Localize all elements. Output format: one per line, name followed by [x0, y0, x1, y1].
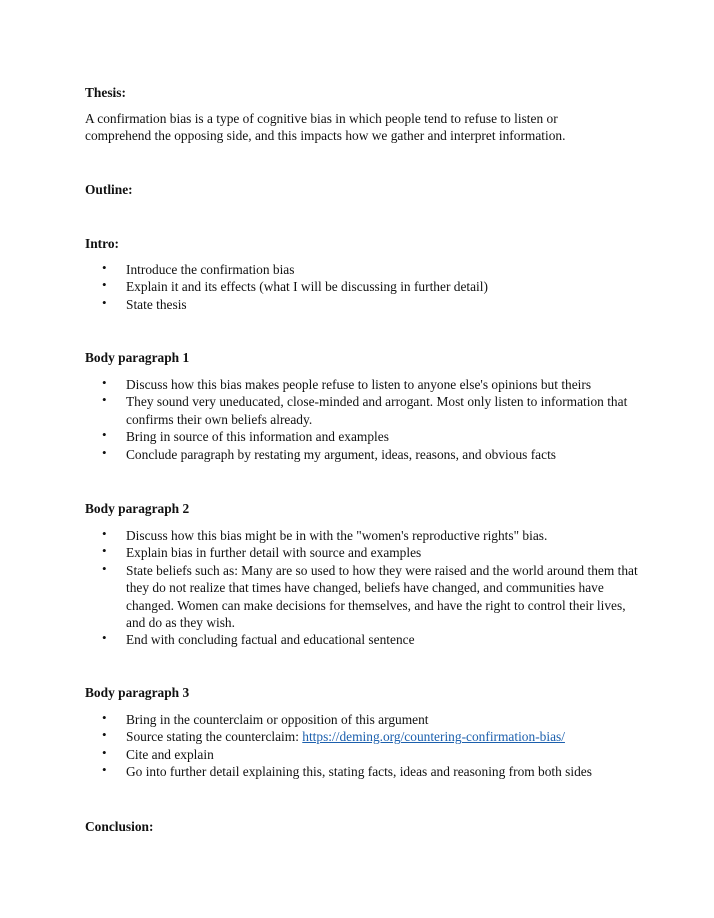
bullet-icon: • — [102, 392, 107, 408]
intro-heading: Intro: — [85, 236, 119, 251]
body2-list — [85, 527, 645, 649]
bullet-icon: • — [102, 526, 107, 541]
bullet-icon: • — [102, 543, 107, 559]
list-item: • Cite and explain — [102, 744, 214, 762]
bullet-icon: • — [102, 744, 107, 760]
bullet-icon: • — [102, 762, 107, 778]
body3-heading: Body paragraph 3 — [85, 685, 190, 700]
list-item: • Explain bias in further detail with source and examples — [102, 543, 422, 561]
bullet-icon: • — [102, 260, 107, 275]
body3-list — [85, 711, 645, 781]
bullet-icon: • — [102, 727, 107, 743]
list-item: • Bring in the counterclaim or opposition of this argument — [102, 710, 429, 727]
bullet-icon: • — [102, 375, 107, 390]
list-item: • Go into further detail explaining this, stating facts, ideas and reasoning from both sides — [102, 762, 592, 780]
list-item: • State thesis — [102, 294, 187, 312]
bullet-icon: • — [102, 277, 107, 293]
list-item: • They sound very uneducated, close-minded and arrogant. Most only listen to information that confirms their own beliefs already. — [102, 392, 628, 427]
body2-heading: Body paragraph 2 — [85, 501, 190, 516]
bullet-icon: • — [102, 710, 107, 725]
body1-heading: Body paragraph 1 — [85, 350, 190, 365]
list-item: • Conclude paragraph by restating my argument, ideas, reasons, and obvious facts — [102, 444, 556, 462]
list-item: • End with concluding factual and educational sentence — [102, 630, 415, 648]
body1-list — [85, 376, 645, 463]
bullet-icon: • — [102, 560, 107, 576]
list-item: • Discuss how this bias makes people refuse to listen to anyone else's opinions but theirs — [102, 375, 592, 392]
thesis-line-1: A confirmation bias is a type of cognitive bias in which people tend to refuse to listen or — [85, 111, 558, 126]
intro-list — [85, 261, 645, 313]
bullet-icon: • — [102, 427, 107, 443]
thesis-line-2: comprehend the opposing side, and this impacts how we gather and interpret information. — [85, 128, 566, 144]
list-item: • Introduce the confirmation bias — [102, 260, 295, 277]
list-item: • Explain it and its effects (what I will be discussing in further detail) — [102, 277, 488, 295]
source-link[interactable]: https://deming.org/countering-confirmation-bias/ — [302, 729, 565, 745]
list-item: • Bring in source of this information and examples — [102, 427, 389, 445]
outline-heading: Outline: — [85, 182, 133, 197]
list-item: • State beliefs such as: Many are so used to how they were raised and the world around them that they do not realize that times have changed, beliefs have changed, and communities have changed. Women can make decisions for themselves, and have the right to control their lives, and do as they wish. — [102, 560, 638, 631]
thesis-heading: Thesis: — [85, 85, 126, 100]
list-item: • Discuss how this bias might be in with the "women's reproductive rights" bias. — [102, 526, 548, 543]
bullet-icon: • — [102, 294, 107, 310]
list-item: • Source stating the counterclaim: https://deming.org/countering-confirmation-bias/ — [102, 727, 565, 745]
bullet-icon: • — [102, 444, 107, 460]
conclusion-heading: Conclusion: — [85, 819, 154, 834]
bullet-icon: • — [102, 630, 107, 646]
thesis-paragraph — [85, 110, 625, 145]
